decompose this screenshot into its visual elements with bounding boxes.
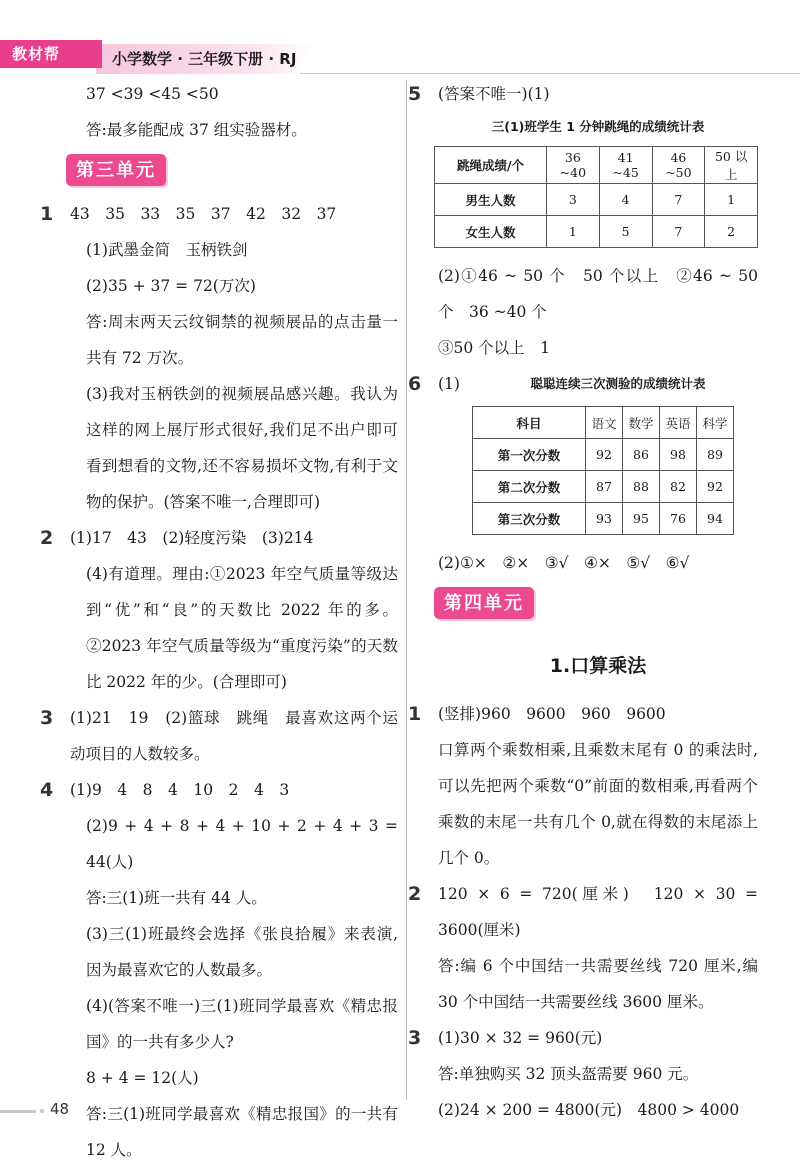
table-row xyxy=(435,216,758,248)
table-cell: 86 xyxy=(623,439,660,471)
unit-title: 第三单元 xyxy=(66,154,166,186)
text-line: (1) xyxy=(438,375,460,393)
text-line: (1)30 × 32 = 960(元) xyxy=(438,1029,603,1047)
text-line: 8 + 4 = 12(人) xyxy=(86,1069,199,1087)
text-line: (4)(答案不唯一)三(1)班同学最喜欢《精忠报国》的一共有多少人? xyxy=(86,997,398,1051)
question-number: 4 xyxy=(40,779,54,801)
text-line: 120 × 6 = 720(厘米) 120 × 30 = 3600(厘米) xyxy=(438,885,758,939)
column-divider xyxy=(406,80,407,1100)
question-6 xyxy=(408,366,758,581)
text-line: 37 <39 <45 <50 xyxy=(86,85,219,103)
table-cell: 英语 xyxy=(660,407,697,439)
question-number: 1 xyxy=(408,703,422,725)
question-number: 3 xyxy=(408,1027,422,1049)
table-cell: 跳绳成绩/个 xyxy=(435,147,547,184)
table-cell: 93 xyxy=(586,503,623,535)
table-cell: 92 xyxy=(697,471,734,503)
question-number: 6 xyxy=(408,373,422,395)
table-cell: 94 xyxy=(697,503,734,535)
section-question-2 xyxy=(408,876,758,1020)
text-line: (2)9 + 4 + 8 + 4 + 10 + 2 + 4 + 3 = 44(人) xyxy=(86,817,398,871)
question-number: 1 xyxy=(40,203,54,225)
footer-dot xyxy=(40,1109,44,1113)
table-cell: 数学 xyxy=(623,407,660,439)
section-question-1 xyxy=(408,696,758,876)
right-column xyxy=(408,76,758,1128)
table-cell: 88 xyxy=(623,471,660,503)
table-cell: 科学 xyxy=(697,407,734,439)
text-line: 答:周末两天云纹铜禁的视频展品的点击量一共有 72 万次。 xyxy=(86,313,398,367)
text-line: 答:单独购买 32 顶头盔需要 960 元。 xyxy=(438,1065,699,1083)
table-row xyxy=(473,503,734,535)
text-line: (1)17 43 (2)轻度污染 (3)214 xyxy=(70,529,314,547)
text-line: (1)武墨金简 玉柄铁剑 xyxy=(86,241,248,259)
text-line: (1)9 4 8 4 10 2 4 3 xyxy=(70,781,290,799)
table-cell: 82 xyxy=(660,471,697,503)
table-row xyxy=(473,471,734,503)
table-cell: 3 xyxy=(546,184,599,216)
table-cell: 92 xyxy=(586,439,623,471)
table-cell: 95 xyxy=(623,503,660,535)
table-cell: 第三次分数 xyxy=(473,503,586,535)
text-line: (4)有道理。理由:①2023 年空气质量等级达到“优”和“良”的天数比 2022 年的多。②2023 年空气质量等级为“重度污染”的天数比 2022 年的少。(合理即可) xyxy=(86,565,398,691)
table-cell: 1 xyxy=(546,216,599,248)
table-caption: 聪聪连续三次测验的成绩统计表 xyxy=(530,376,706,391)
table-cell: 2 xyxy=(705,216,758,248)
table-cell: 89 xyxy=(697,439,734,471)
text-line: (1)21 19 (2)篮球 跳绳 最喜欢这两个运动项目的人数较多。 xyxy=(70,709,398,763)
left-column xyxy=(40,76,398,1168)
page-number: 48 xyxy=(50,1100,70,1118)
table-cell: 46 ~50 xyxy=(652,147,705,184)
text-line: 答:三(1)班一共有 44 人。 xyxy=(86,889,267,907)
table-cell: 语文 xyxy=(586,407,623,439)
footer-line xyxy=(0,1110,36,1113)
question-number: 3 xyxy=(40,707,54,729)
text-line: (竖排)960 9600 960 9600 xyxy=(438,705,666,723)
table-cell: 女生人数 xyxy=(435,216,547,248)
table-cell: 87 xyxy=(586,471,623,503)
table-cell: 98 xyxy=(660,439,697,471)
table-cell: 41 ~45 xyxy=(599,147,652,184)
text-line: 答:三(1)班同学最喜欢《精忠报国》的一共有 12 人。 xyxy=(86,1105,398,1159)
question-4 xyxy=(40,772,398,1168)
test-score-table xyxy=(472,406,734,535)
question-3 xyxy=(40,700,398,772)
table-header-row xyxy=(473,407,734,439)
section-question-3 xyxy=(408,1020,758,1128)
text-line: ③50 个以上 1 xyxy=(438,339,551,357)
question-5 xyxy=(408,76,758,366)
table-cell: 4 xyxy=(599,184,652,216)
text-line: 答:最多能配成 37 组实验器材。 xyxy=(86,121,307,139)
question-2 xyxy=(40,520,398,700)
text-line: (2)①46 ~ 50 个 50 个以上 ②46 ~ 50 个 36 ~40 个 xyxy=(438,267,758,321)
table-cell: 科目 xyxy=(473,407,586,439)
table-row xyxy=(435,184,758,216)
question-number: 2 xyxy=(408,883,422,905)
section-title: 1.口算乘法 xyxy=(549,655,647,677)
text-line: (2)24 × 200 = 4800(元) 4800 > 4000 xyxy=(438,1101,740,1119)
table-caption: 三(1)班学生 1 分钟跳绳的成绩统计表 xyxy=(491,119,705,134)
text-line: (2)①× ②× ③√ ④× ⑤√ ⑥√ xyxy=(438,554,690,572)
question-number: 2 xyxy=(40,527,54,549)
table-cell: 7 xyxy=(652,216,705,248)
table-cell: 男生人数 xyxy=(435,184,547,216)
text-line: (3)我对玉柄铁剑的视频展品感兴趣。我认为这样的网上展厅形式很好,我们足不出户即可看到想看的文物,还不容易损坏文物,有利于文物的保护。(答案不唯一,合理即可) xyxy=(86,385,398,511)
table-cell: 第二次分数 xyxy=(473,471,586,503)
table-cell: 7 xyxy=(652,184,705,216)
question-number: 5 xyxy=(408,83,422,105)
table-cell: 50 以上 xyxy=(705,147,758,184)
header-title: 小学数学 · 三年级下册 · RJ xyxy=(112,50,297,68)
table-cell: 第一次分数 xyxy=(473,439,586,471)
table-cell: 5 xyxy=(599,216,652,248)
table-cell: 36 ~40 xyxy=(546,147,599,184)
header-badge: 教材帮 xyxy=(0,40,102,68)
jump-rope-table xyxy=(434,146,758,248)
text-line: 43 35 33 35 37 42 32 37 xyxy=(70,205,337,223)
table-cell: 76 xyxy=(660,503,697,535)
text-line: (2)35 + 37 = 72(万次) xyxy=(86,277,256,295)
question-1 xyxy=(40,196,398,520)
text-line: (答案不唯一)(1) xyxy=(438,85,550,103)
text-line: 答:编 6 个中国结一共需要丝线 720 厘米,编 30 个中国结一共需要丝线 3600 厘米。 xyxy=(438,957,758,1011)
header-rule xyxy=(300,73,800,74)
text-line: (3)三(1)班最终会选择《张良拾履》来表演,因为最喜欢它的人数最多。 xyxy=(86,925,398,979)
table-header-row xyxy=(435,147,758,184)
table-row xyxy=(473,439,734,471)
unit-title: 第四单元 xyxy=(434,587,534,619)
text-line: 口算两个乘数相乘,且乘数末尾有 0 的乘法时,可以先把两个乘数“0”前面的数相乘,再看两个乘数的末尾一共有几个 0,就在得数的末尾添上几个 0。 xyxy=(438,741,758,867)
table-cell: 1 xyxy=(705,184,758,216)
